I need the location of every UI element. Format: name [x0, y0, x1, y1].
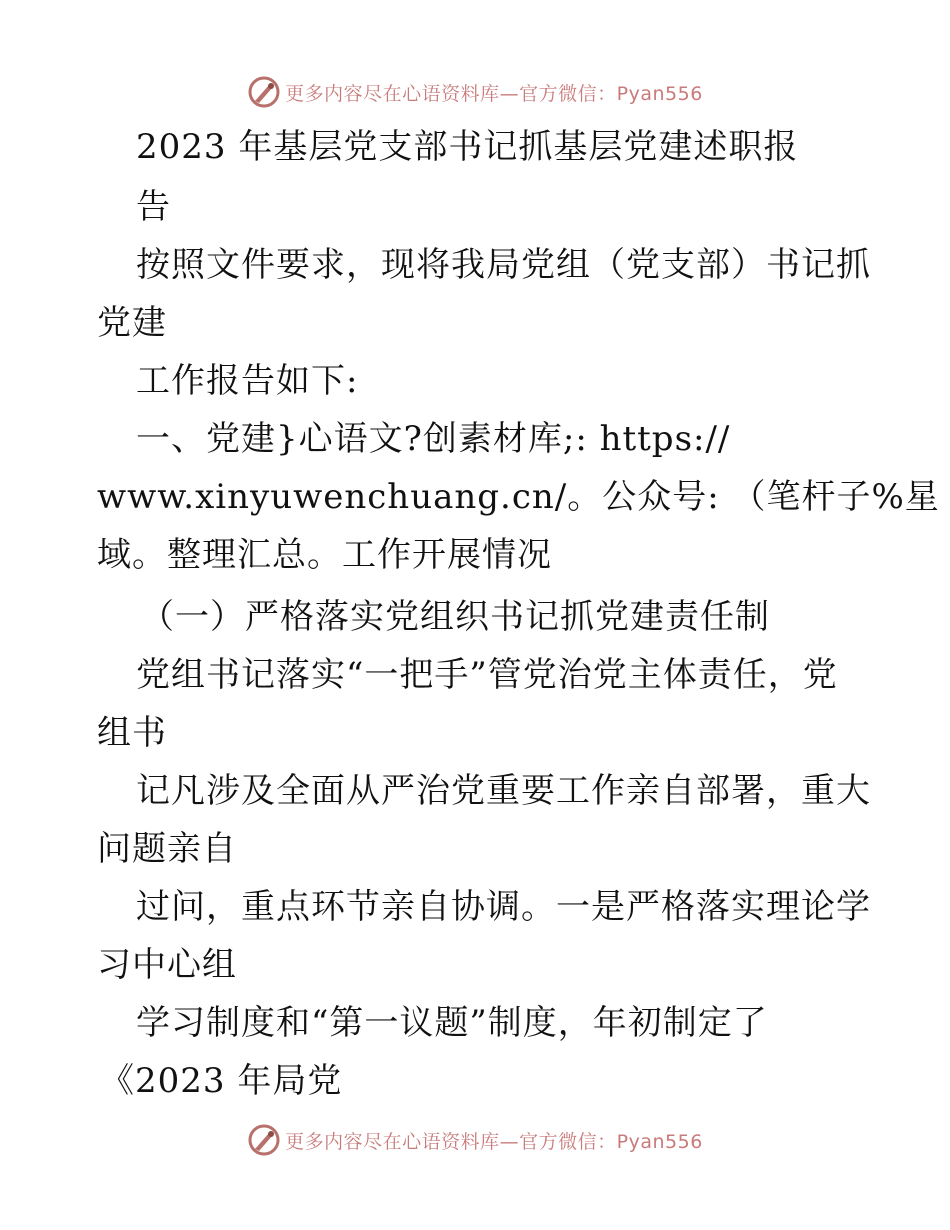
- subsection-heading: （一）严格落实党组织书记抓党建责任制: [140, 597, 770, 637]
- paragraph-line: 组书: [97, 713, 167, 753]
- paragraph-line: 问题亲自: [97, 829, 237, 869]
- paragraph-line: 按照文件要求，现将我局党组（党支部）书记抓: [136, 245, 871, 285]
- paragraph-line: 过问，重点环节亲自协调。一是严格落实理论学: [136, 887, 871, 927]
- title-line-2: 告: [136, 187, 171, 227]
- brush-logo-icon: [247, 1123, 281, 1157]
- watermark-header: [0, 72, 950, 112]
- watermark-footer: [0, 1120, 950, 1160]
- brush-logo-icon: [247, 75, 281, 109]
- watermark-text: 更多内容尽在心语资料库—官方微信：Pyan556: [285, 1130, 703, 1153]
- paragraph-line: 域。整理汇总。工作开展情况: [97, 535, 552, 575]
- paragraph-line: 党组书记落实“一把手”管党治党主体责任，党: [136, 655, 838, 695]
- section-heading: 一、党建}心语文?创素材库;: https://: [136, 419, 731, 459]
- paragraph-line: 记凡涉及全面从严治党重要工作亲自部署，重大: [136, 771, 871, 811]
- title-line-1: 2023 年基层党支部书记抓基层党建述职报: [136, 127, 799, 167]
- paragraph-line: www.xinyuwenchuang.cn/。公众号: （笔杆子%星: [97, 477, 940, 517]
- paragraph-line: 《2023 年局党: [100, 1061, 343, 1101]
- watermark-text: 更多内容尽在心语资料库—官方微信：Pyan556: [285, 82, 703, 105]
- paragraph-line: 党建: [97, 303, 167, 343]
- paragraph-line: 学习制度和“第一议题”制度，年初制定了: [136, 1003, 768, 1043]
- paragraph-line: 习中心组: [97, 945, 237, 985]
- paragraph-line: 工作报告如下:: [136, 361, 359, 401]
